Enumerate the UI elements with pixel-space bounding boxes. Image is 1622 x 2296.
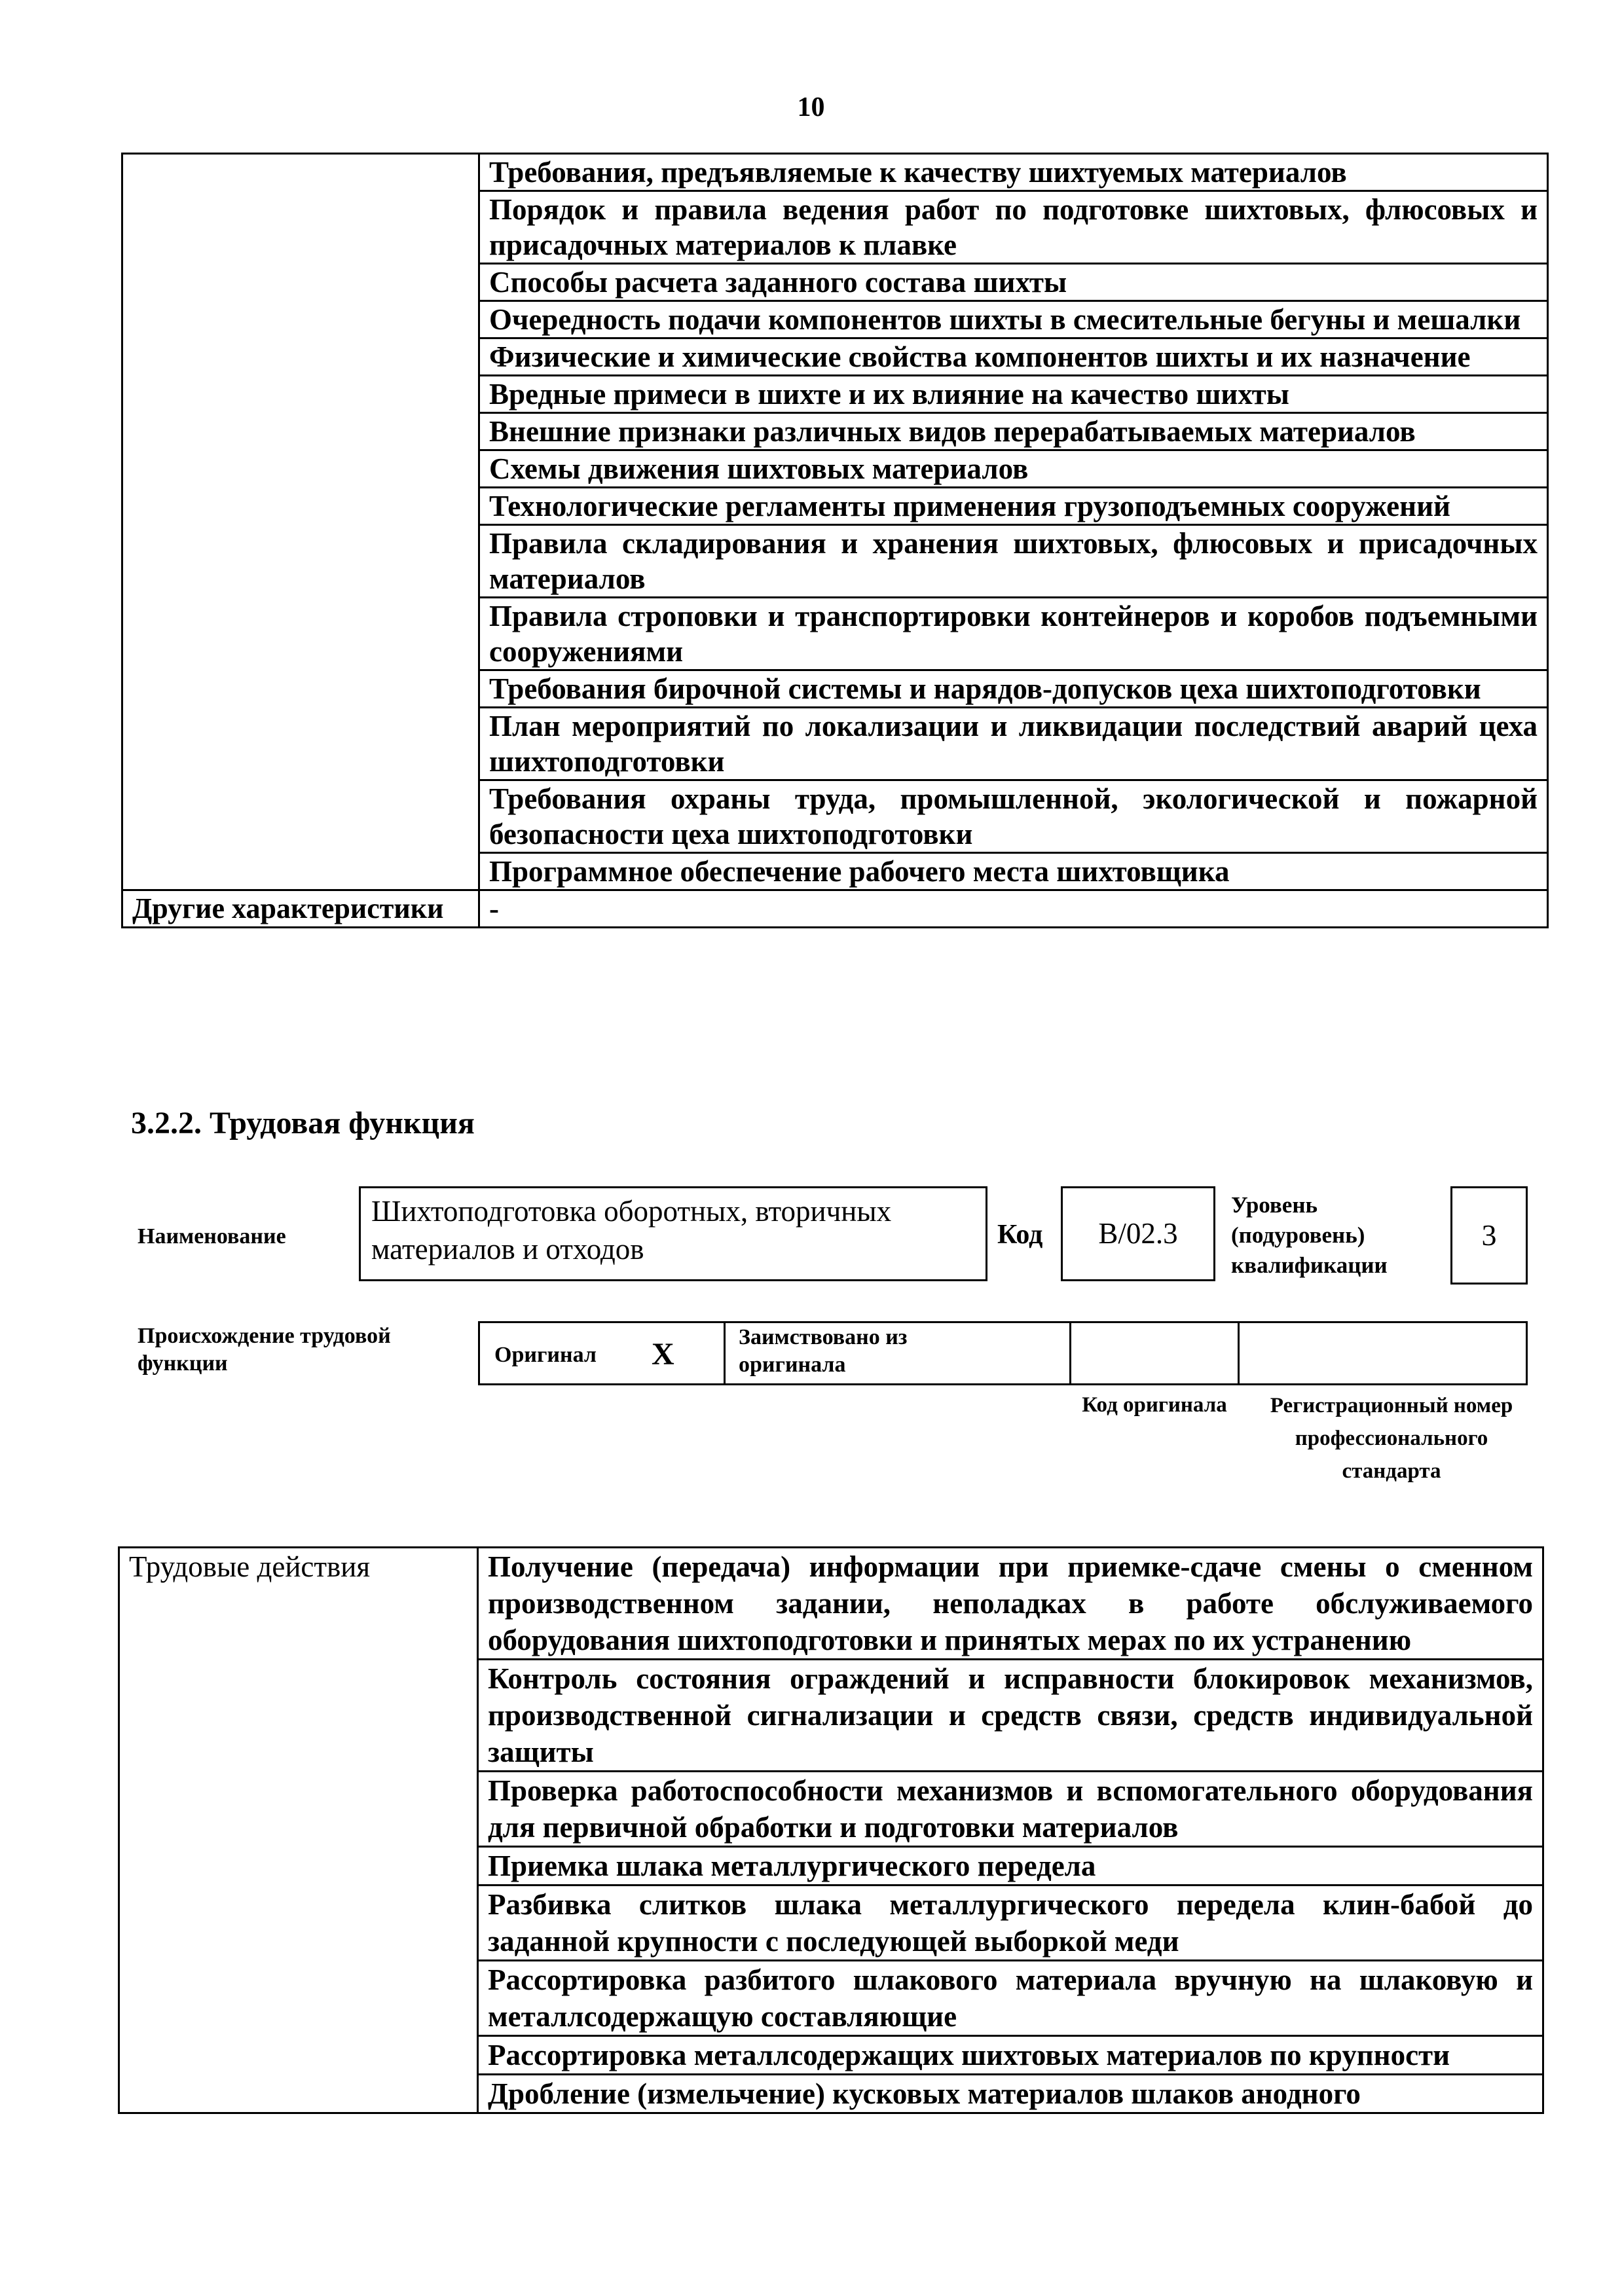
level-label: Уровень (подуровень) квалификации: [1231, 1192, 1388, 1278]
knowledge-item: Внешние признаки различных видов перерабатываемых материалов: [479, 413, 1548, 450]
labor-action-item: Рассортировка металлсодержащих шихтовых материалов по крупности: [478, 2036, 1543, 2075]
table-row: [122, 154, 1548, 191]
knowledge-item: Очередность подачи компонентов шихты в смесительные бегуны и мешалки: [479, 301, 1548, 338]
knowledge-item: Схемы движения шихтовых материалов: [479, 450, 1548, 488]
table-row: [122, 890, 1548, 928]
knowledge-item: Правила складирования и хранения шихтовых, флюсовых и присадочных материалов: [479, 525, 1548, 598]
labor-action-item: Рассортировка разбитого шлакового материала вручную на шлаковую и металлсодержащую составляющие: [478, 1961, 1543, 2036]
level-value: 3: [1481, 1218, 1497, 1252]
original-label: Оригинал: [494, 1343, 597, 1367]
level-box: [1450, 1186, 1528, 1285]
function-name-box: [359, 1186, 987, 1281]
knowledge-item: Вредные примеси в шихте и их влияние на качество шихты: [479, 376, 1548, 413]
knowledge-item: Технологические регламенты применения грузоподъемных сооружений: [479, 488, 1548, 525]
code-original-caption: Код оригинала: [1082, 1393, 1227, 1417]
labor-action-item: Приемка шлака металлургического передела: [478, 1847, 1543, 1886]
code-box: [1061, 1186, 1215, 1281]
code-original-cell: [1069, 1321, 1240, 1385]
origin-label: Происхождение трудовой функции: [138, 1324, 391, 1376]
labor-action-item: Проверка работоспособности механизмов и вспомогательного оборудования для первичной обработки и подготовки материалов: [478, 1772, 1543, 1847]
original-mark: X: [652, 1337, 674, 1372]
knowledge-item: Порядок и правила ведения работ по подготовке шихтовых, флюсовых и присадочных материалов к плавке: [479, 191, 1548, 264]
knowledge-item: Способы расчета заданного состава шихты: [479, 264, 1548, 301]
labor-actions-label: Трудовые действия: [119, 1548, 478, 2113]
knowledge-item: План мероприятий по локализации и ликвидации последствий аварий цеха шихтоподготовки: [479, 708, 1548, 780]
labor-action-item: Дробление (измельчение) кусковых материалов шлаков анодного: [478, 2075, 1543, 2113]
knowledge-item: Программное обеспечение рабочего места шихтовщика: [479, 853, 1548, 890]
knowledge-table: [121, 153, 1549, 928]
other-characteristics-value: -: [479, 890, 1548, 928]
labor-action-item: Разбивка слитков шлака металлургического передела клин-бабой до заданной крупности с последующей выборкой меди: [478, 1886, 1543, 1961]
knowledge-item: Требования охраны труда, промышленной, экологической и пожарной безопасности цеха шихтоподготовки: [479, 780, 1548, 853]
labor-actions-table: [118, 1546, 1544, 2114]
knowledge-item: Физические и химические свойства компонентов шихты и их назначение: [479, 338, 1548, 376]
function-name-value: Шихтоподготовка оборотных, вторичных материалов и отходов: [371, 1195, 892, 1266]
reg-number-caption: Регистрационный номер профессионального стандарта: [1270, 1394, 1513, 1483]
page-number: 10: [797, 92, 825, 122]
table-row: [119, 1548, 1543, 1660]
labor-action-item: Контроль состояния ограждений и исправности блокировок механизмов, производственной сигнализации и средств связи, средств индивидуальной защиты: [478, 1660, 1543, 1772]
knowledge-item: Правила строповки и транспортировки контейнеров и коробов подъемными сооружениями: [479, 598, 1548, 670]
labor-action-item: Получение (передача) информации при приемке-сдаче смены о сменном производственном задании, неполадках в работе обслуживаемого оборудования шихтоподготовки и принятых мерах по их устранению: [478, 1548, 1543, 1660]
code-label: Код: [997, 1220, 1043, 1250]
section-heading: 3.2.2. Трудовая функция: [131, 1106, 475, 1140]
name-label: Наименование: [138, 1224, 286, 1248]
code-value: B/02.3: [1098, 1217, 1178, 1250]
other-characteristics-label: Другие характеристики: [122, 890, 479, 928]
original-cell: [478, 1321, 726, 1385]
knowledge-item: Требования, предъявляемые к качеству шихтуемых материалов: [479, 154, 1548, 191]
knowledge-item: Требования бирочной системы и нарядов-допусков цеха шихтоподготовки: [479, 670, 1548, 708]
left-empty-cell: [122, 154, 479, 890]
borrowed-label: Заимствовано из оригинала: [739, 1325, 908, 1377]
